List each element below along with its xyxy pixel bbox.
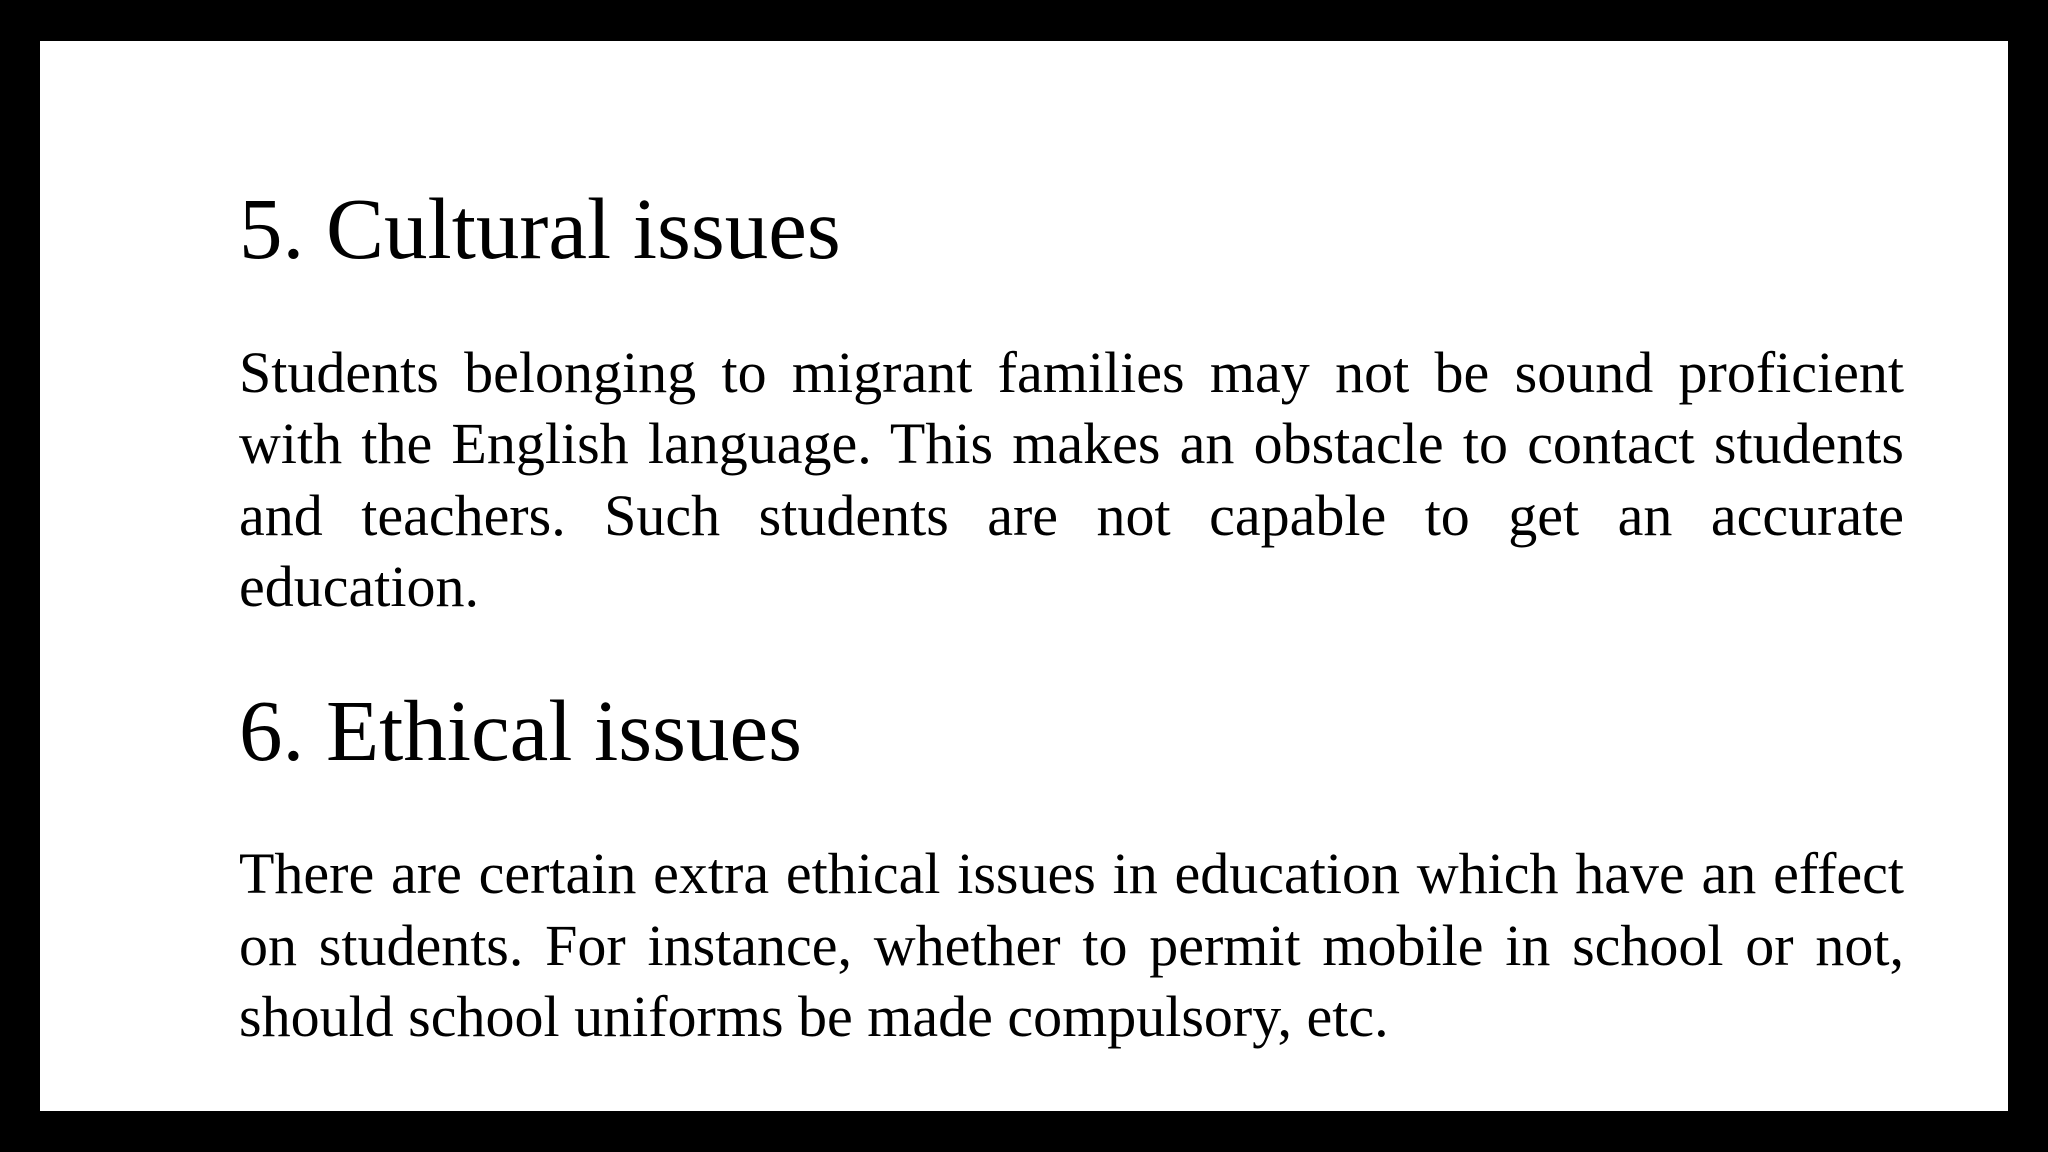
- slide-content: [239, 180, 1904, 1053]
- section-body-cultural-issues: Students belonging to migrant families may not be sound proficient with the English language. This makes an obstacle to contact students and teachers. Such students are not capable to get an accurate education.: [239, 339, 1904, 619]
- slide-page: [40, 41, 2008, 1111]
- section-body-ethical-issues: There are certain extra ethical issues in education which have an effect on students. For instance, whether to permit mobile in school or not, should school uniforms be made compulsory, etc.: [239, 841, 1904, 1049]
- section-heading-cultural-issues: 5. Cultural issues: [239, 180, 841, 277]
- section-heading-ethical-issues: 6. Ethical issues: [239, 681, 802, 779]
